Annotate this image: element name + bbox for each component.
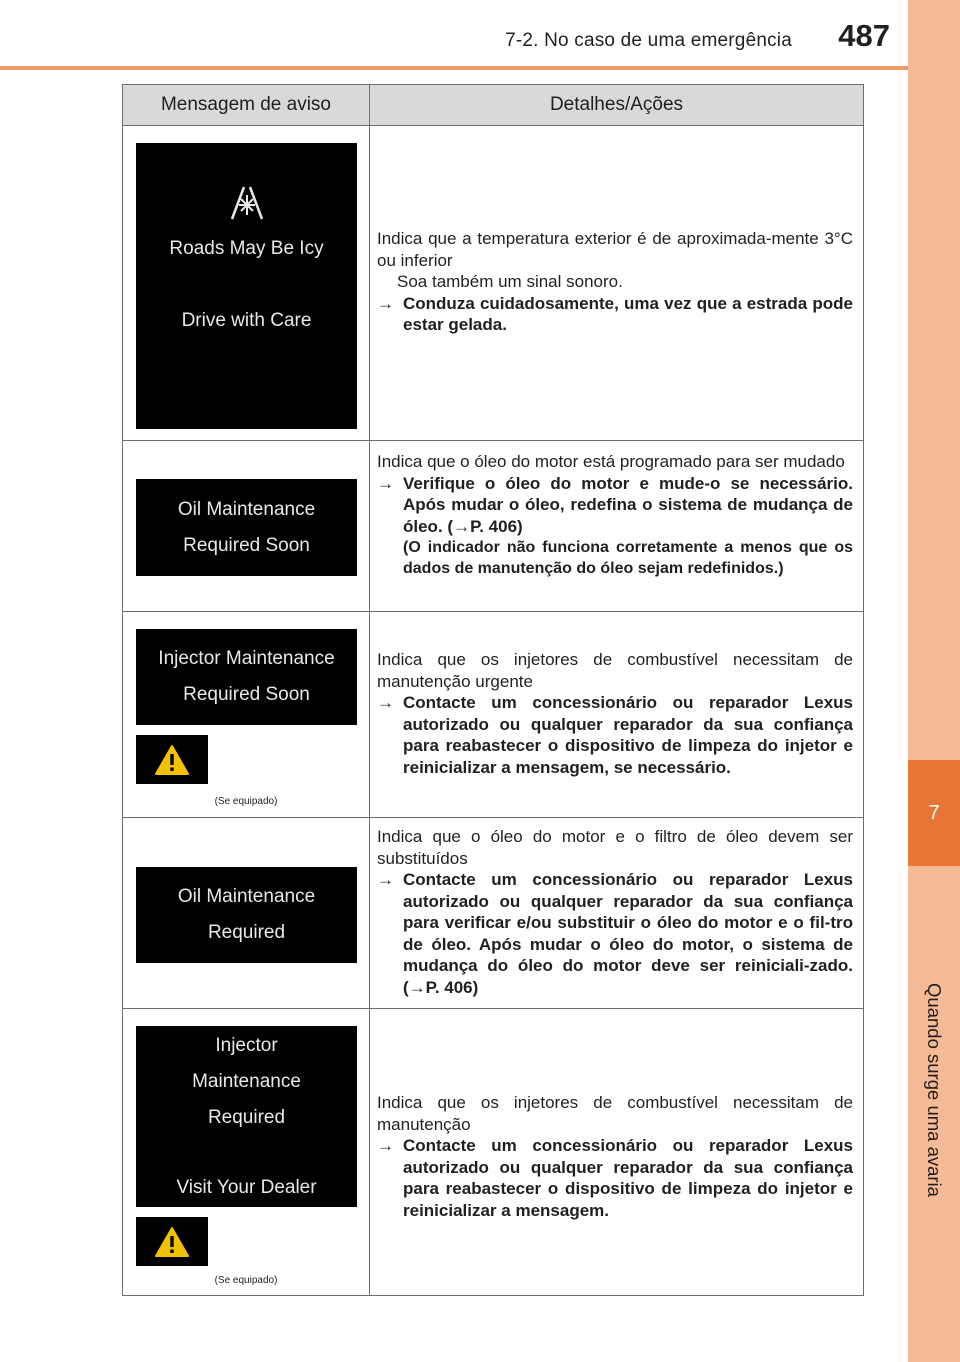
display-line: Drive with Care (181, 310, 312, 331)
display-line: Required (207, 922, 286, 943)
row-details (377, 826, 853, 998)
row-action: → Verifique o óleo do motor e mude-o se necessário. Após mudar o óleo, redefina o sistema de mudança de óleo. (→P. 406) (377, 473, 853, 536)
row-action: → Contacte um concessionário ou reparador Lexus autorizado ou qualquer reparador da sua confiança para verificar e/ou substituir o óleo do motor e o fil-tro de óleo. Após mudar o óleo do motor, o sistema de mudança do óleo do motor deve ser reiniciali-zado. (→P. 406) (377, 870, 853, 997)
row-details (377, 1092, 853, 1221)
warning-display (136, 1026, 357, 1207)
chapter-title: Quando surge uma avaria (924, 983, 945, 1197)
table-row (123, 818, 863, 1009)
row-details (377, 451, 853, 579)
display-line: Maintenance (192, 1070, 301, 1092)
table-row (123, 441, 863, 612)
display-line: Required Soon (183, 684, 310, 705)
display-line: Oil Maintenance (177, 886, 316, 907)
page-number: 487 (838, 18, 890, 53)
arrow-glyph: → (377, 473, 394, 493)
row-details (377, 228, 853, 336)
display-line: Required Soon (183, 534, 310, 556)
arrow-glyph: → (377, 870, 394, 889)
table-header (123, 85, 863, 126)
display-line: Visit Your Dealer (176, 1176, 317, 1198)
icy-road-icon (227, 183, 267, 223)
row-description: Indica que os injetores de combustível necessitam de manutenção urgente (377, 650, 853, 691)
row-description: Indica que o óleo do motor e o filtro de óleo devem ser substituídos (377, 827, 853, 868)
table-row (123, 612, 863, 818)
row-description: Indica que os injetores de combustível necessitam de manutenção (377, 1093, 853, 1134)
row-description: Indica que o óleo do motor está programado para ser mudado (377, 452, 845, 471)
warning-display (136, 867, 357, 963)
arrow-glyph: → (377, 1136, 394, 1155)
table-row (123, 126, 863, 441)
equipment-caption: (Se equipado) (214, 1275, 278, 1286)
equipment-caption: (Se equipado) (214, 796, 278, 807)
warning-triangle-icon (136, 735, 208, 784)
column-header-details: Detalhes/Ações (549, 94, 684, 115)
row-action-note: (O indicador não funciona corretamente a menos que os dados de manutenção do óleo sejam redefinidos.) (403, 539, 853, 577)
table-row (123, 1009, 863, 1295)
row-action: → Contacte um concessionário ou reparador Lexus autorizado ou qualquer reparador da sua confiança para reabastecer o dispositivo de limpeza do injetor e reinicializar a mensagem, se necessário. (377, 693, 853, 777)
section-title: 7-2. No caso de uma emergência (505, 30, 792, 51)
warning-display (136, 143, 357, 429)
display-line: Injector (215, 1034, 278, 1056)
display-line: Required (207, 1106, 286, 1128)
warning-display (136, 479, 357, 576)
row-details (377, 649, 853, 778)
arrow-glyph: → (377, 293, 394, 313)
column-header-message: Mensagem de aviso (160, 94, 332, 115)
warning-display (136, 629, 357, 725)
warning-message-table (122, 84, 864, 1296)
header-rule (0, 66, 908, 70)
row-description: Indica que a temperatura exterior é de aproximada-mente 3°C ou inferior (377, 229, 853, 270)
display-line: Injector Maintenance (158, 648, 335, 669)
warning-triangle-icon (136, 1217, 208, 1266)
row-action: → Contacte um concessionário ou reparador Lexus autorizado ou qualquer reparador da sua confiança para reabastecer o dispositivo de limpeza do injetor e reinicializar a mensagem. (377, 1136, 853, 1220)
display-line: Oil Maintenance (177, 498, 316, 520)
row-action: → Conduza cuidadosamente, uma vez que a estrada pode estar gelada. (377, 293, 853, 334)
arrow-glyph: → (377, 693, 394, 712)
row-note: Soa também um sinal sonoro. (397, 272, 623, 291)
chapter-number: 7 (908, 760, 960, 866)
display-line: Roads May Be Icy (169, 238, 324, 259)
